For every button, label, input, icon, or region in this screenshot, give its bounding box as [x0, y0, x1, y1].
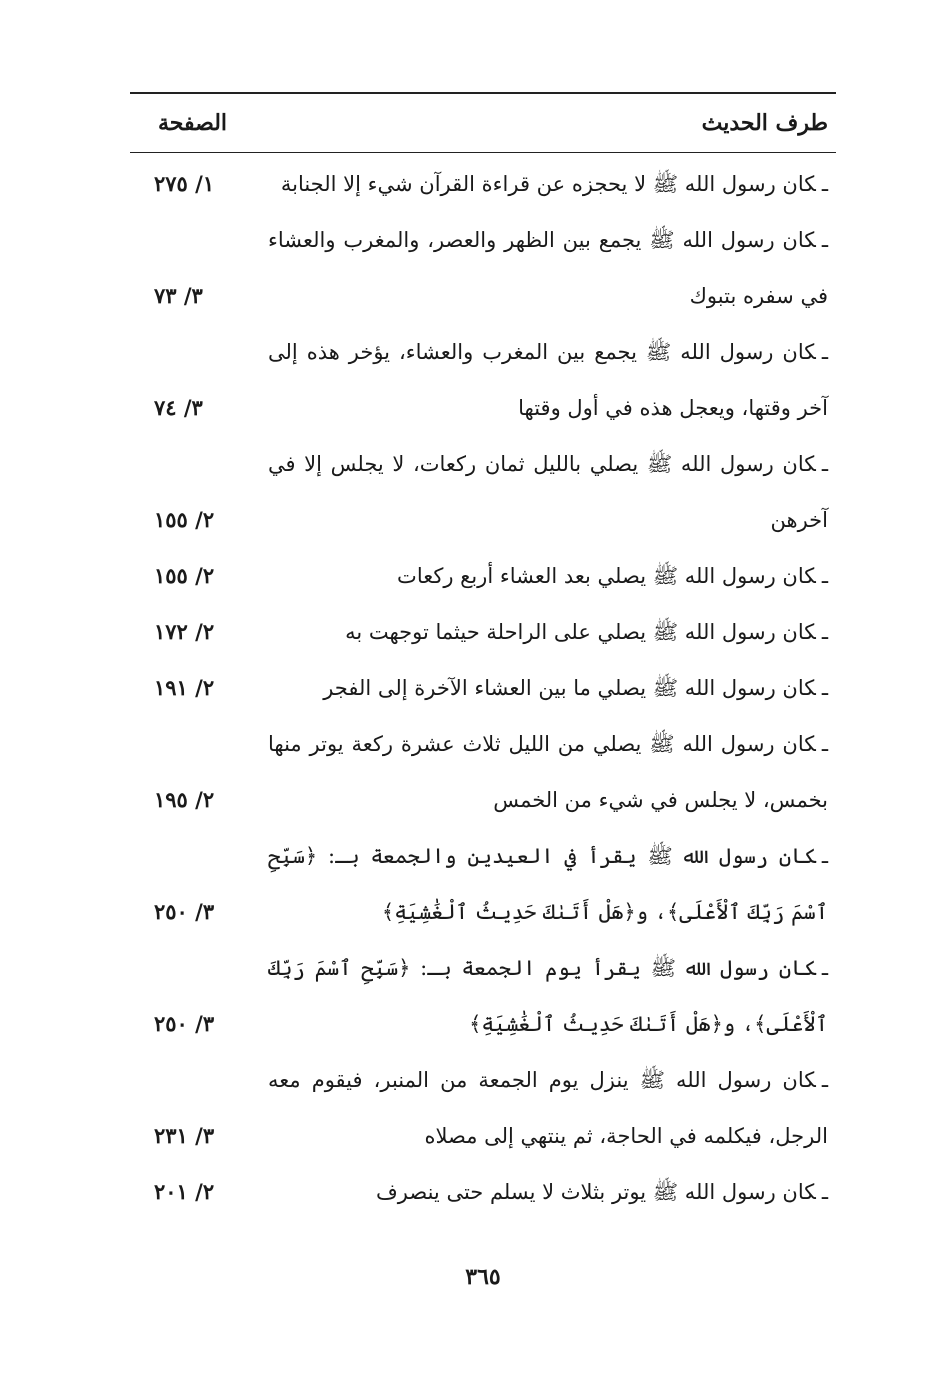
page-ref: ٢/ ١٩١ [154, 675, 215, 700]
hadith-text: كان رسول الله ﷺ يصلي بالليل ثمان ركعات، لا يجلس إلا في آخرهن [268, 452, 828, 532]
page-ref: ٢/ ١٩٥ [154, 787, 215, 812]
table-header [130, 106, 836, 146]
list-item: ـكان رسول الله ﷺ يصلي ما بين العشاء الآخرة إلى الفجر ٢/ ١٩١ [130, 660, 836, 716]
hadith-text: كان رسول الله ﷺ يجمع بين الظهر والعصر، والمغرب والعشاء في سفره بتبوك [268, 228, 828, 308]
hadith-text: كان رسول الله ﷺ يصلي ما بين العشاء الآخرة إلى الفجر [323, 676, 816, 700]
hadith-index-list [130, 156, 836, 1220]
page-column-header: الصفحة [158, 110, 228, 136]
list-item: ـكان رسول الله ﷺ يصلي بعد العشاء أربع ركعات ٢/ ١٥٥ [130, 548, 836, 604]
hadith-column-header: طرف الحديث [701, 110, 828, 136]
page-ref: ٢/ ١٥٥ [154, 563, 215, 588]
hadith-text: كان رسول الله ﷺ ينزل يوم الجمعة من المنبر، فيقوم معه الرجل، فيكلمه في الحاجة، ثم ينتهي إلى مصلاه [268, 1068, 828, 1148]
top-rule [130, 92, 836, 94]
page-ref: ٣/ ٢٥٠ [154, 1011, 215, 1036]
list-item: ـكان رسول الله ﷺ يصلي على الراحلة حيثما توجهت به ٢/ ١٧٢ [130, 604, 836, 660]
list-item: ـكان رسول الله ﷺ يجمع بين المغرب والعشاء، يؤخر هذه إلى آخر وقتها، ويعجل هذه في أول وقتها ٣/ ٧٤ [130, 324, 836, 436]
list-item: ـكان رسول الله ﷺ ينزل يوم الجمعة من المنبر، فيقوم معه الرجل، فيكلمه في الحاجة، ثم ينتهي إلى مصلاه ٣/ ٢٣١ [130, 1052, 836, 1164]
header-rule [130, 152, 836, 153]
list-item: ـكان رسول الله ﷺ لا يحجزه عن قراءة القرآن شيء إلا الجنابة ١/ ٢٧٥ [130, 156, 836, 212]
hadith-text: كان رسول الله ﷺ يقرأ في العيدين والجمعة بـ: ﴿سَبِّحِ ٱسْمَ رَبِّكَ ٱلْأَعْلَى﴾، و﴿هَلْ أَتَىٰكَ حَدِيثُ ٱلْغَٰشِيَةِ﴾ [268, 844, 828, 924]
list-item: ـكان رسول الله ﷺ يقرأ في العيدين والجمعة بـ: ﴿سَبِّحِ ٱسْمَ رَبِّكَ ٱلْأَعْلَى﴾، و﴿هَلْ أَتَىٰكَ حَدِيثُ ٱلْغَٰشِيَةِ﴾ ٣/ ٢٥٠ [130, 828, 836, 940]
page-ref: ٣/ ٢٣١ [154, 1123, 215, 1148]
hadith-text: كان رسول الله ﷺ يجمع بين المغرب والعشاء، يؤخر هذه إلى آخر وقتها، ويعجل هذه في أول وقتها [268, 340, 828, 420]
hadith-text: كان رسول الله ﷺ يصلي على الراحلة حيثما توجهت به [345, 620, 816, 644]
page-number: ٣٦٥ [465, 1264, 501, 1290]
page-ref: ٢/ ٢٠١ [154, 1179, 215, 1204]
page-ref: ٣/ ٧٣ [154, 283, 203, 308]
list-item: ـكان رسول الله ﷺ يصلي من الليل ثلاث عشرة ركعة يوتر منها بخمس، لا يجلس في شيء من الخمس ٢/ ١٩٥ [130, 716, 836, 828]
hadith-text: كان رسول الله ﷺ يوتر بثلاث لا يسلم حتى ينصرف [376, 1180, 816, 1204]
hadith-text: كان رسول الله ﷺ يقرأ يوم الجمعة بـ: ﴿سَبِّحِ ٱسْمَ رَبِّكَ ٱلْأَعْلَى﴾، و﴿هَلْ أَتَىٰكَ حَدِيثُ ٱلْغَٰشِيَةِ﴾ [268, 956, 828, 1036]
list-item: ـكان رسول الله ﷺ يقرأ يوم الجمعة بـ: ﴿سَبِّحِ ٱسْمَ رَبِّكَ ٱلْأَعْلَى﴾، و﴿هَلْ أَتَىٰكَ حَدِيثُ ٱلْغَٰشِيَةِ﴾ ٣/ ٢٥٠ [130, 940, 836, 1052]
page-ref: ٢/ ١٥٥ [154, 507, 215, 532]
index-page [130, 92, 836, 1332]
hadith-text: كان رسول الله ﷺ يصلي من الليل ثلاث عشرة ركعة يوتر منها بخمس، لا يجلس في شيء من الخمس [268, 732, 828, 812]
list-item: ـكان رسول الله ﷺ يوتر بثلاث لا يسلم حتى ينصرف ٢/ ٢٠١ [130, 1164, 836, 1220]
page-ref: ١/ ٢٧٥ [154, 171, 215, 196]
list-item: ـكان رسول الله ﷺ يجمع بين الظهر والعصر، والمغرب والعشاء في سفره بتبوك ٣/ ٧٣ [130, 212, 836, 324]
page-ref: ٣/ ٧٤ [154, 395, 203, 420]
list-item: ـكان رسول الله ﷺ يصلي بالليل ثمان ركعات، لا يجلس إلا في آخرهن ٢/ ١٥٥ [130, 436, 836, 548]
hadith-text: كان رسول الله ﷺ يصلي بعد العشاء أربع ركعات [397, 564, 816, 588]
page-ref: ٣/ ٢٥٠ [154, 899, 215, 924]
hadith-text: كان رسول الله ﷺ لا يحجزه عن قراءة القرآن شيء إلا الجنابة [280, 172, 816, 196]
page-ref: ٢/ ١٧٢ [154, 619, 215, 644]
